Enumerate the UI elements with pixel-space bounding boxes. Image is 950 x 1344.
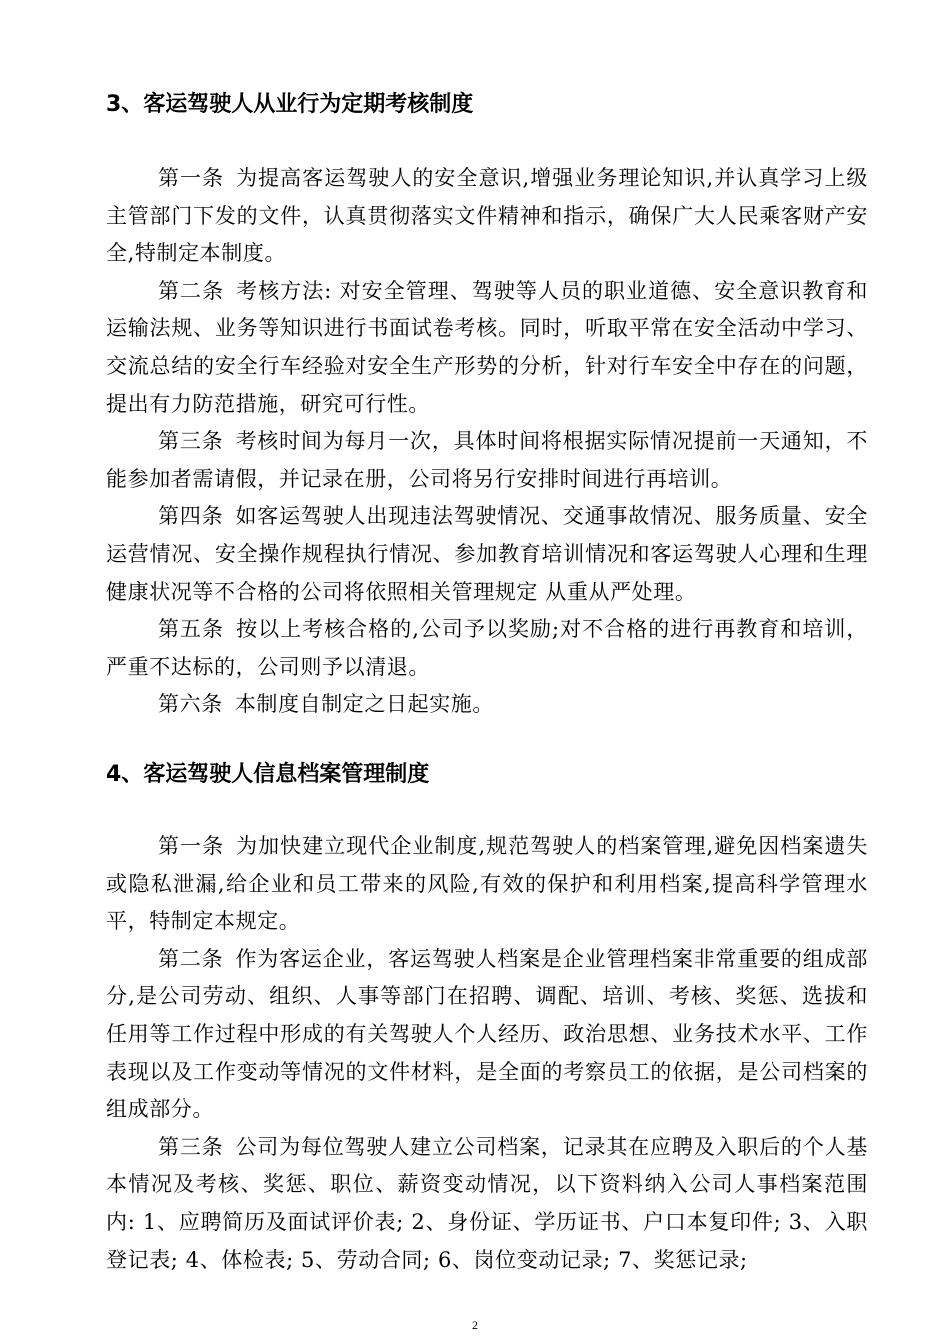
article-label: 第三条 bbox=[158, 1134, 224, 1159]
section-4-body bbox=[106, 828, 868, 1279]
page-number: 2 bbox=[472, 1318, 478, 1332]
article-label: 第三条 bbox=[158, 429, 224, 454]
article-paragraph bbox=[106, 498, 868, 611]
article-paragraph bbox=[106, 160, 868, 273]
article-paragraph bbox=[106, 828, 868, 941]
article-text: 如客运驾驶人出现违法驾驶情况、交通事故情况、服务质量、安全运营情况、安全操作规程执行情况、参加教育培训情况和客运驾驶人心理和生理健康状况等不合格的公司将依照相关管理规定 从重从严处理。 bbox=[106, 504, 868, 604]
article-label: 第一条 bbox=[158, 834, 225, 858]
section-heading-3: 3、客运驾驶人从业行为定期考核制度 bbox=[106, 92, 474, 117]
article-text: 考核方法: 对安全管理、驾驶等人员的职业道德、安全意识教育和运输法规、业务等知识进行书面试卷考核。同时，听取平常在安全活动中学习、交流总结的安全行车经验对安全生产形势的分析，针对行车安全中存在的问题，提出有力防范措施，研究可行性。 bbox=[106, 278, 868, 416]
article-text: 为加快建立现代企业制度,规范驾驶人的档案管理,避免因档案遗失或隐私泄漏,给企业和员工带来的风险,有效的保护和利用档案,提高科学管理水平，特制定本规定。 bbox=[106, 834, 868, 934]
article-label: 第四条 bbox=[158, 504, 224, 529]
section-heading-4: 4、客运驾驶人信息档案管理制度 bbox=[106, 762, 430, 787]
article-text: 公司为每位驾驶人建立公司档案，记录其在应聘及入职后的个人基本情况及考核、奖惩、职位、薪资变动情况，以下资料纳入公司人事档案范围内: 1、应聘简历及面试评价表; 2、身份证、学历证书、户口本复印件; 3、入职登记表; 4、体检表; 5、劳动合同; 6、岗位变动记录; 7、奖惩记录; bbox=[106, 1134, 868, 1272]
article-paragraph bbox=[106, 941, 868, 1129]
section-3-body bbox=[106, 160, 868, 724]
article-label: 第二条 bbox=[158, 278, 225, 303]
article-label: 第一条 bbox=[158, 166, 225, 190]
article-text: 为提高客运驾驶人的安全意识,增强业务理论知识,并认真学习上级主管部门下发的文件，认真贯彻落实文件精神和指示，确保广大人民乘客财产安全,特制定本制度。 bbox=[106, 166, 868, 266]
article-text: 考核时间为每月一次，具体时间将根据实际情况提前一天通知，不能参加者需请假，并记录在册，公司将另行安排时间进行再培训。 bbox=[106, 429, 868, 491]
article-text: 作为客运企业，客运驾驶人档案是企业管理档案非常重要的组成部分,是公司劳动、组织、人事等部门在招聘、调配、培训、考核、奖惩、选拔和任用等工作过程中形成的有关驾驶人个人经历、政治思想、业务技术水平、工作表现以及工作变动等情况的文件材料，是全面的考察员工的依据，是公司档案的组成部分。 bbox=[106, 946, 868, 1122]
article-paragraph bbox=[106, 611, 868, 686]
article-text: 按以上考核合格的,公司予以奖励;对不合格的进行再教育和培训，严重不达标的，公司则予以清退。 bbox=[106, 617, 868, 679]
article-paragraph bbox=[106, 686, 868, 724]
article-text: 本制度自制定之日起实施。 bbox=[234, 692, 495, 717]
article-paragraph bbox=[106, 273, 868, 423]
article-label: 第五条 bbox=[158, 617, 225, 642]
article-paragraph bbox=[106, 423, 868, 498]
article-label: 第六条 bbox=[158, 692, 223, 717]
article-paragraph bbox=[106, 1129, 868, 1279]
article-label: 第二条 bbox=[158, 946, 224, 971]
